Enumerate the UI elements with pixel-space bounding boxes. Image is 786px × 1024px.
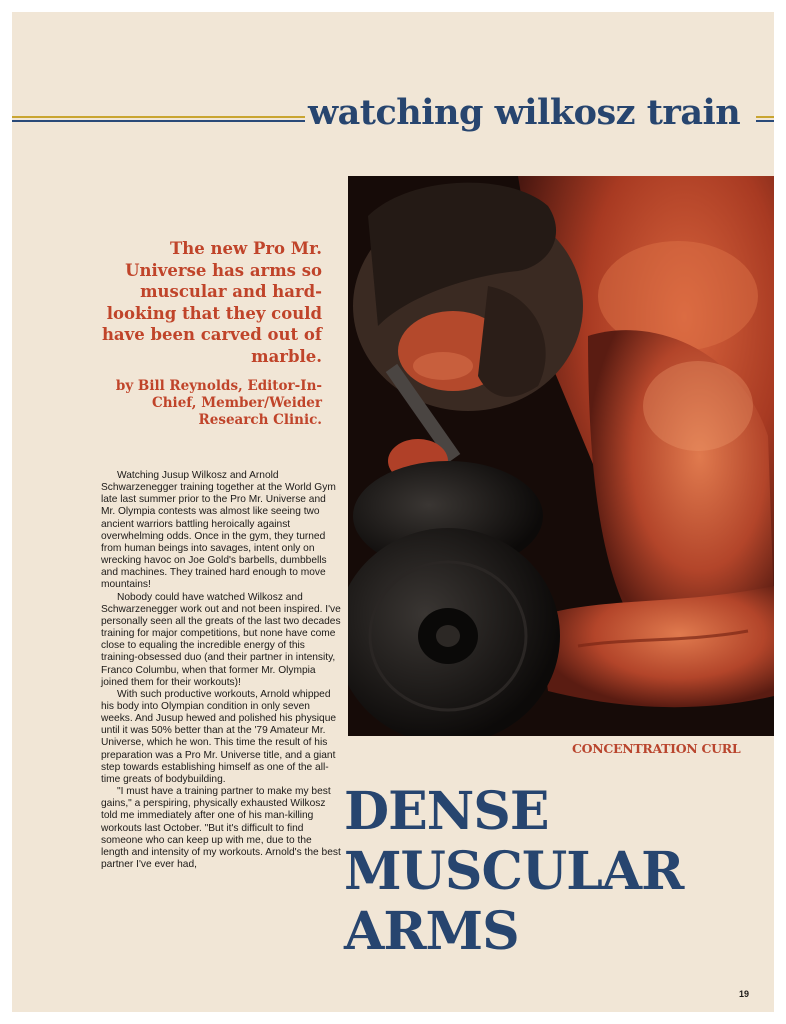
photo-caption: CONCENTRATION CURL	[572, 741, 741, 756]
body-paragraph: "I must have a training partner to make my best gains," a perspiring, physically exhausted Wilkosz told me immediately after one of his man-killing workouts last October. "But it's difficult to find someone who can keep up with me, due to the length and intensity of my workouts. Arnold's the best partner I've ever had,	[101, 786, 341, 870]
headline-line-3: ARMS	[344, 901, 519, 962]
headline-line-1: DENSE	[344, 781, 549, 842]
article-headline	[344, 782, 683, 962]
body-paragraph: Nobody could have watched Wilkosz and Schwarzenegger work out and not been inspired. I've personally seen all the greats of the last two decades training for major competitions, but none have come close to equaling the incredible energy of this training-obsessed duo (and their partner in intensity, Franco Columbu, when that former Mr. Olympia joined them for their workouts)!	[101, 591, 341, 688]
header-rule-right	[756, 116, 774, 122]
section-kicker: watching wilkosz train	[308, 92, 741, 133]
body-paragraph: With such productive workouts, Arnold whipped his body into Olympian condition in only seven weeks. And Jusup hewed and polished his physique until it was 50% better than at the '79 Amateur Mr. Universe, which he won. This time the result of his preparation was a Pro Mr. Universe title, and a giant step towards establishing himself as one of the all-time greats of bodybuilding.	[101, 688, 337, 785]
header-rule-left	[12, 116, 305, 122]
article-body	[101, 470, 341, 871]
article-byline: by Bill Reynolds, Editor-In-Chief, Member/Weider Research Clinic.	[115, 378, 322, 428]
magazine-page	[12, 12, 774, 1012]
article-deck: The new Pro Mr. Universe has arms so muscular and hard-looking that they could have been carved out of marble.	[101, 239, 322, 366]
page-number: 19	[739, 989, 750, 999]
bodybuilder-illustration	[348, 176, 774, 736]
headline-line-2: MUSCULAR	[344, 841, 684, 902]
body-paragraph: Watching Jusup Wilkosz and Arnold Schwarzenegger training together at the World Gym late last summer prior to the Pro Mr. Universe and Mr. Olympia contests was almost like seeing two ancient warriors battling heroically against overwhelming odds. Once in the gym, they turned from human beings into savages, intent only on wrecking havoc on Joe Gold's barbells, dumbbells and machines. They trained hard enough to move mountains!	[101, 470, 336, 591]
concentration-curl-photo	[348, 176, 774, 736]
